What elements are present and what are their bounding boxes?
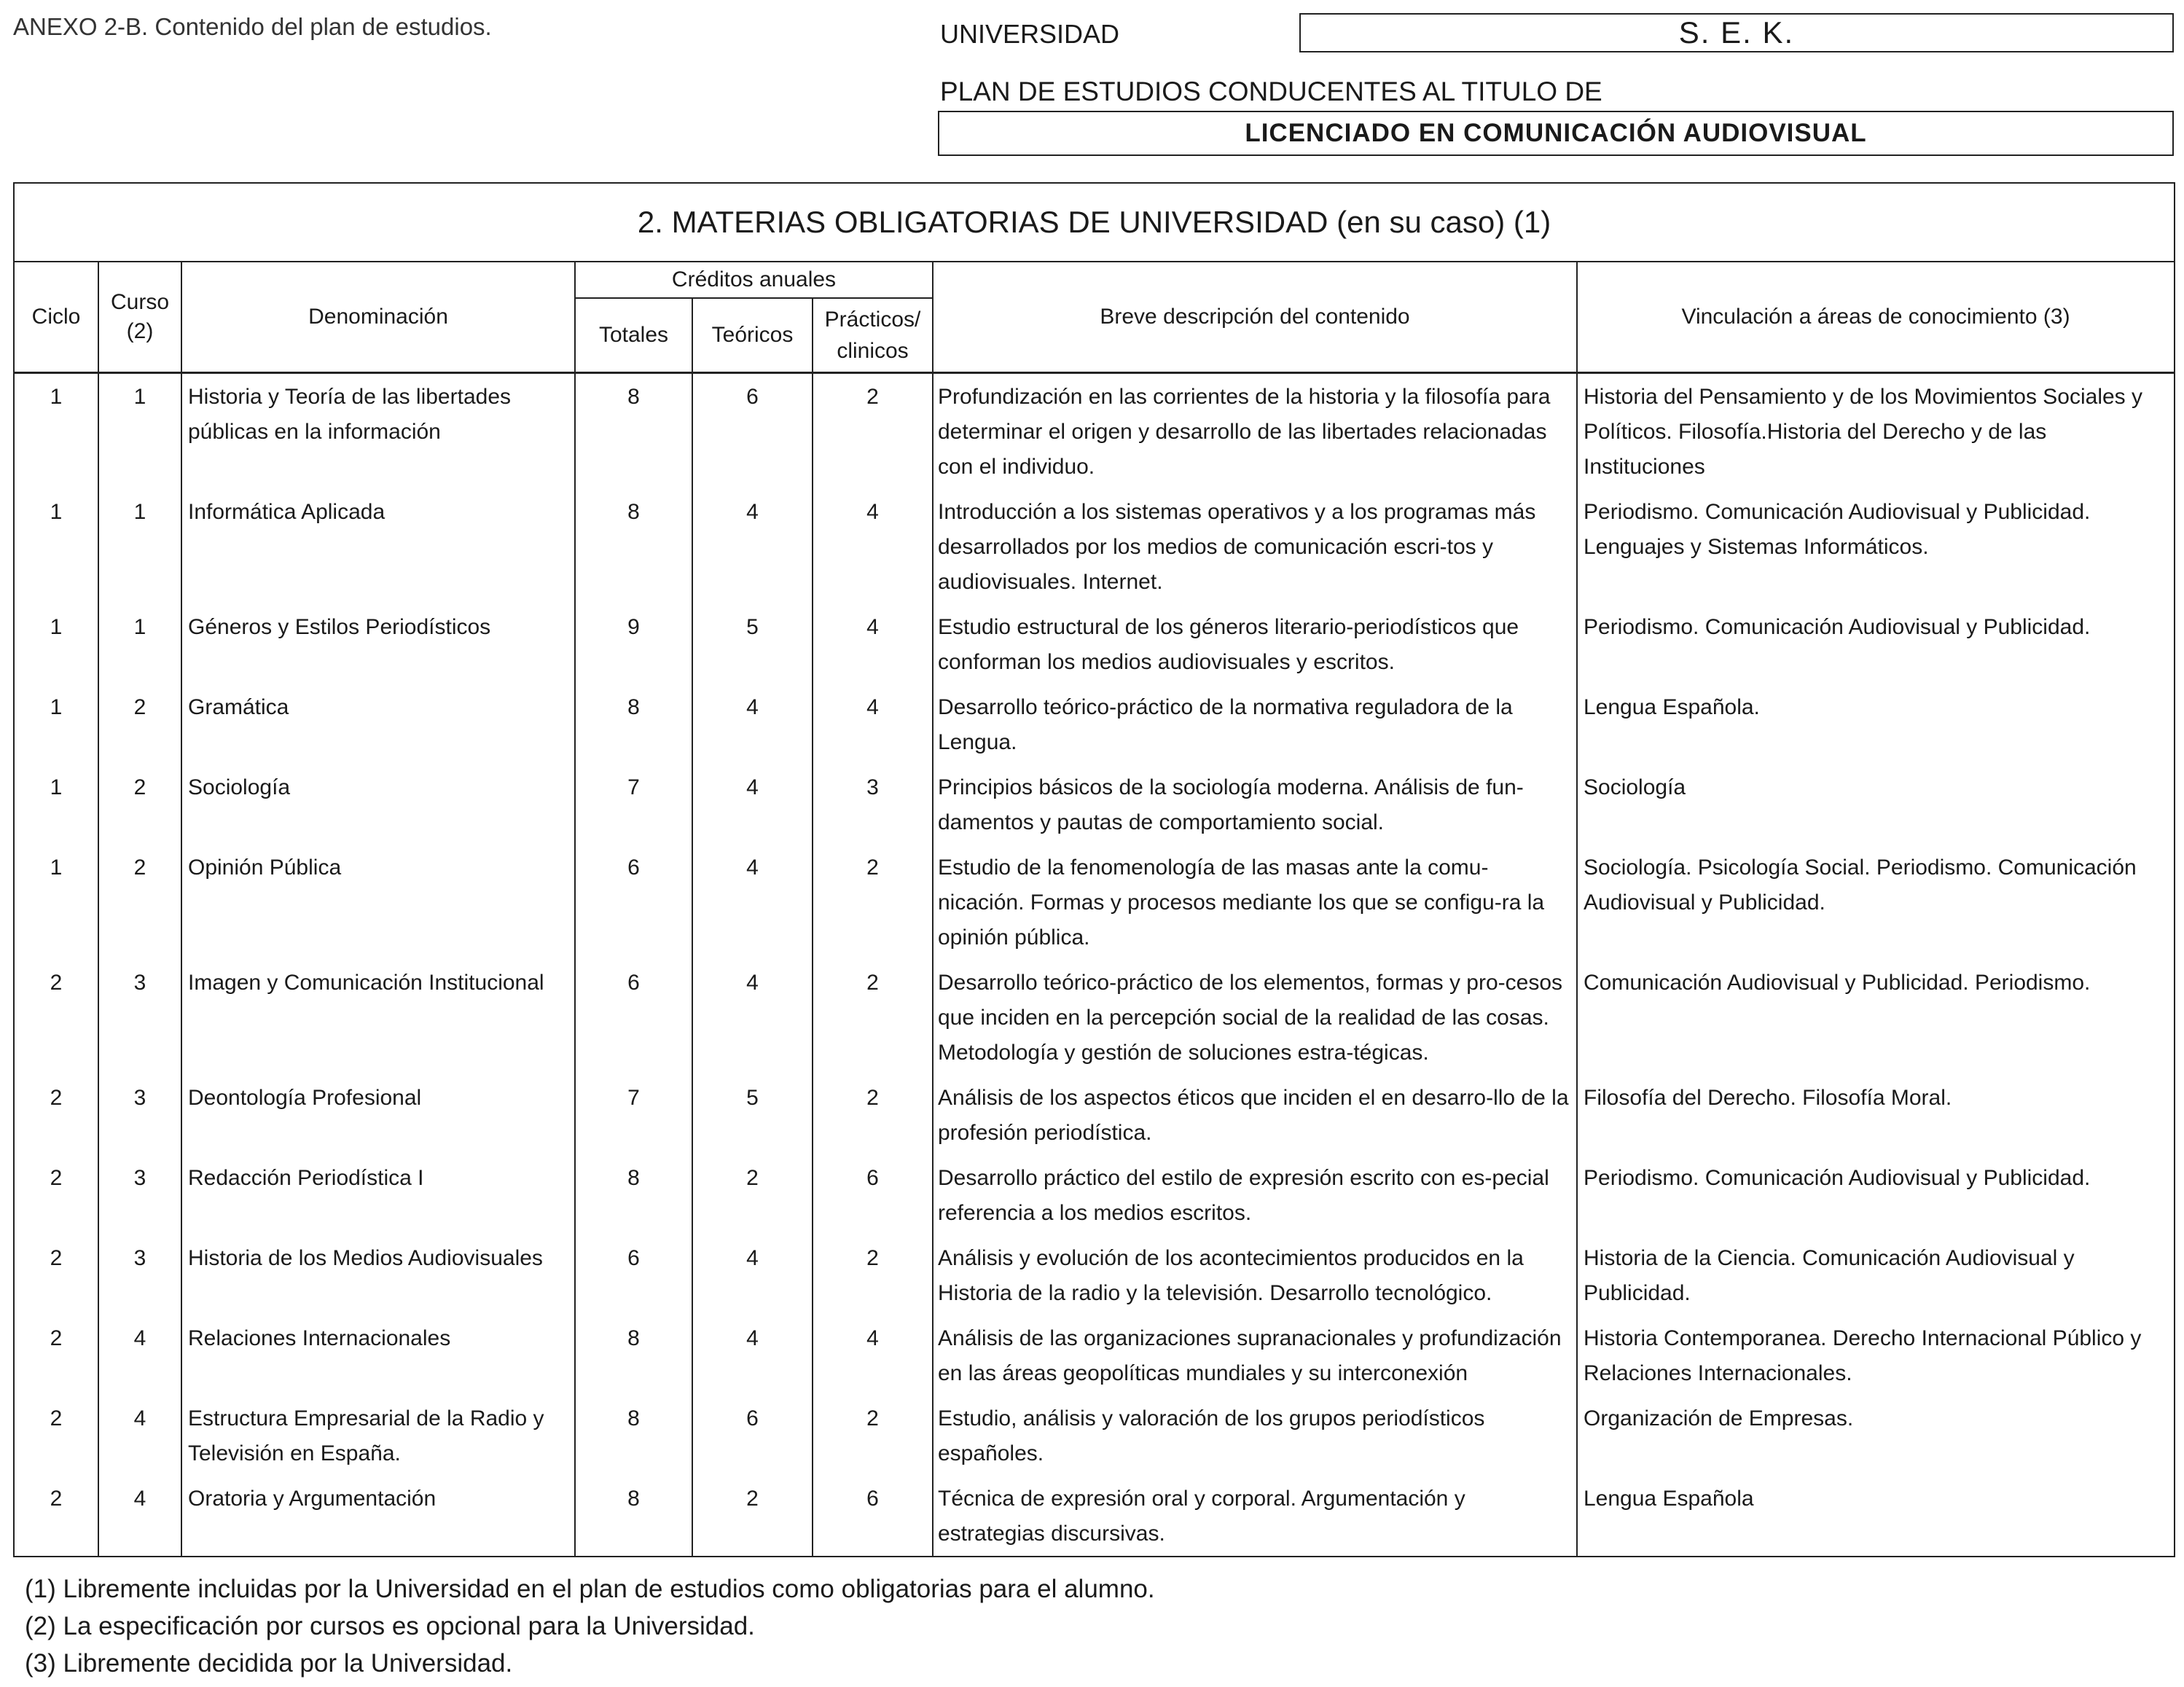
cell-denominacion: Historia de los Medios Audiovisuales <box>181 1235 575 1315</box>
cell-teoricos: 6 <box>692 373 813 490</box>
table-title: 2. MATERIAS OBLIGATORIAS DE UNIVERSIDAD (en su caso) (1) <box>14 183 2175 262</box>
col-header-creditos: Créditos anuales <box>575 262 933 298</box>
cell-practicos: 4 <box>813 1315 933 1396</box>
cell-denominacion: Deontología Profesional <box>181 1075 575 1155</box>
cell-practicos: 2 <box>813 845 933 960</box>
plan-label: PLAN DE ESTUDIOS CONDUCENTES AL TITULO DE <box>940 77 1602 106</box>
cell-ciclo: 1 <box>14 684 98 764</box>
degree-title-box <box>938 111 2174 156</box>
cell-ciclo: 2 <box>14 960 98 1075</box>
cell-denominacion: Oratoria y Argumentación <box>181 1476 575 1557</box>
cell-descripcion: Desarrollo teórico-práctico de la normativa reguladora de la Lengua. <box>933 684 1577 764</box>
table-row <box>14 489 2175 604</box>
cell-curso: 4 <box>98 1396 181 1476</box>
cell-curso: 2 <box>98 845 181 960</box>
cell-ciclo: 2 <box>14 1155 98 1235</box>
col-header-curso <box>98 262 181 373</box>
cell-curso: 3 <box>98 1235 181 1315</box>
cell-denominacion: Gramática <box>181 684 575 764</box>
cell-totales: 8 <box>575 373 692 490</box>
cell-teoricos: 4 <box>692 684 813 764</box>
cell-denominacion: Informática Aplicada <box>181 489 575 604</box>
cell-descripcion: Análisis de los aspectos éticos que inciden el en desarro-llo de la profesión periodística. <box>933 1075 1577 1155</box>
cell-teoricos: 4 <box>692 764 813 845</box>
col-header-descripcion: Breve descripción del contenido <box>933 262 1577 373</box>
cell-ciclo: 2 <box>14 1396 98 1476</box>
cell-denominacion: Sociología <box>181 764 575 845</box>
cell-descripcion: Desarrollo práctico del estilo de expresión escrito con es-pecial referencia a los medios escritos. <box>933 1155 1577 1235</box>
cell-teoricos: 4 <box>692 845 813 960</box>
cell-curso: 3 <box>98 1075 181 1155</box>
footnote-3: (3) Libremente decidida por la Universidad. <box>25 1649 513 1678</box>
cell-practicos: 6 <box>813 1155 933 1235</box>
cell-vinculacion: Periodismo. Comunicación Audiovisual y Publicidad. <box>1577 604 2175 684</box>
table-body <box>14 373 2175 1557</box>
annex-label: ANEXO 2-B. Contenido del plan de estudios. <box>13 13 492 40</box>
cell-ciclo: 1 <box>14 845 98 960</box>
cell-teoricos: 5 <box>692 604 813 684</box>
footnote-2: (2) La especificación por cursos es opcional para la Universidad. <box>25 1612 755 1640</box>
cell-totales: 8 <box>575 1476 692 1557</box>
col-header-curso-label: Curso <box>110 289 170 314</box>
university-name-box <box>1299 13 2174 52</box>
col-header-totales: Totales <box>575 298 692 373</box>
cell-curso: 2 <box>98 684 181 764</box>
cell-vinculacion: Periodismo. Comunicación Audiovisual y Publicidad. <box>1577 1155 2175 1235</box>
cell-practicos: 4 <box>813 604 933 684</box>
cell-practicos: 4 <box>813 684 933 764</box>
cell-teoricos: 4 <box>692 960 813 1075</box>
cell-vinculacion: Filosofía del Derecho. Filosofía Moral. <box>1577 1075 2175 1155</box>
table-row <box>14 1315 2175 1396</box>
cell-teoricos: 4 <box>692 489 813 604</box>
cell-ciclo: 2 <box>14 1476 98 1557</box>
cell-curso: 1 <box>98 373 181 490</box>
cell-practicos: 2 <box>813 1396 933 1476</box>
cell-vinculacion: Historia de la Ciencia. Comunicación Audiovisual y Publicidad. <box>1577 1235 2175 1315</box>
cell-descripcion: Estudio, análisis y valoración de los grupos periodísticos españoles. <box>933 1396 1577 1476</box>
cell-ciclo: 1 <box>14 373 98 490</box>
col-header-vinculacion: Vinculación a áreas de conocimiento (3) <box>1577 262 2175 373</box>
table-row <box>14 684 2175 764</box>
cell-teoricos: 5 <box>692 1075 813 1155</box>
university-label: UNIVERSIDAD <box>940 19 1120 49</box>
cell-teoricos: 2 <box>692 1155 813 1235</box>
col-header-denominacion: Denominación <box>181 262 575 373</box>
cell-practicos: 2 <box>813 1235 933 1315</box>
cell-curso: 3 <box>98 1155 181 1235</box>
table-row <box>14 1075 2175 1155</box>
cell-totales: 8 <box>575 1155 692 1235</box>
table-row <box>14 764 2175 845</box>
cell-vinculacion: Sociología. Psicología Social. Periodismo. Comunicación Audiovisual y Publicidad. <box>1577 845 2175 960</box>
cell-teoricos: 4 <box>692 1235 813 1315</box>
table-row <box>14 1396 2175 1476</box>
table-row <box>14 1155 2175 1235</box>
cell-ciclo: 1 <box>14 489 98 604</box>
cell-totales: 6 <box>575 1235 692 1315</box>
table-row <box>14 845 2175 960</box>
cell-teoricos: 4 <box>692 1315 813 1396</box>
cell-ciclo: 2 <box>14 1075 98 1155</box>
footnotes <box>25 1570 1155 1682</box>
cell-practicos: 6 <box>813 1476 933 1557</box>
cell-curso: 4 <box>98 1315 181 1396</box>
col-header-clinicos-label: clinicos <box>837 339 909 363</box>
cell-ciclo: 1 <box>14 764 98 845</box>
cell-totales: 7 <box>575 764 692 845</box>
cell-ciclo: 2 <box>14 1315 98 1396</box>
col-header-teoricos: Teóricos <box>692 298 813 373</box>
cell-descripcion: Profundización en las corrientes de la historia y la filosofía para determinar el origen y desarrollo de las libertades relacionadas con el individuo. <box>933 373 1577 490</box>
cell-vinculacion: Periodismo. Comunicación Audiovisual y Publicidad. Lenguajes y Sistemas Informáticos. <box>1577 489 2175 604</box>
cell-denominacion: Redacción Periodística I <box>181 1155 575 1235</box>
cell-totales: 8 <box>575 489 692 604</box>
cell-practicos: 2 <box>813 960 933 1075</box>
cell-curso: 1 <box>98 604 181 684</box>
col-header-practicos <box>813 298 933 373</box>
cell-vinculacion: Comunicación Audiovisual y Publicidad. Periodismo. <box>1577 960 2175 1075</box>
cell-descripcion: Principios básicos de la sociología moderna. Análisis de fun-damentos y pautas de comportamiento social. <box>933 764 1577 845</box>
cell-totales: 8 <box>575 1315 692 1396</box>
cell-totales: 9 <box>575 604 692 684</box>
cell-practicos: 2 <box>813 373 933 490</box>
cell-curso: 2 <box>98 764 181 845</box>
col-header-ciclo: Ciclo <box>14 262 98 373</box>
cell-denominacion: Géneros y Estilos Periodísticos <box>181 604 575 684</box>
cell-curso: 4 <box>98 1476 181 1557</box>
cell-totales: 8 <box>575 1396 692 1476</box>
cell-totales: 8 <box>575 684 692 764</box>
cell-descripcion: Técnica de expresión oral y corporal. Argumentación y estrategias discursivas. <box>933 1476 1577 1557</box>
cell-descripcion: Estudio de la fenomenología de las masas ante la comu-nicación. Formas y procesos mediante los que se configu-ra la opinión pública. <box>933 845 1577 960</box>
cell-descripcion: Desarrollo teórico-práctico de los elementos, formas y pro-cesos que inciden en la percepción social de la realidad de las cosas. Metodología y gestión de soluciones estra-tégicas. <box>933 960 1577 1075</box>
cell-practicos: 2 <box>813 1075 933 1155</box>
cell-denominacion: Opinión Pública <box>181 845 575 960</box>
cell-ciclo: 2 <box>14 1235 98 1315</box>
table-row <box>14 373 2175 490</box>
cell-descripcion: Estudio estructural de los géneros literario-periodísticos que conforman los medios audiovisuales y escritos. <box>933 604 1577 684</box>
col-header-curso-note: (2) <box>126 319 154 343</box>
cell-practicos: 4 <box>813 489 933 604</box>
cell-totales: 7 <box>575 1075 692 1155</box>
cell-vinculacion: Lengua Española <box>1577 1476 2175 1557</box>
cell-practicos: 3 <box>813 764 933 845</box>
cell-denominacion: Estructura Empresarial de la Radio y Televisión en España. <box>181 1396 575 1476</box>
table-row <box>14 1235 2175 1315</box>
cell-vinculacion: Sociología <box>1577 764 2175 845</box>
subjects-table <box>13 182 2175 1557</box>
cell-descripcion: Análisis de las organizaciones supranacionales y profundización en las áreas geopolíticas mundiales y su interconexión <box>933 1315 1577 1396</box>
cell-denominacion: Relaciones Internacionales <box>181 1315 575 1396</box>
cell-totales: 6 <box>575 960 692 1075</box>
cell-totales: 6 <box>575 845 692 960</box>
table-row <box>14 1476 2175 1557</box>
cell-descripcion: Análisis y evolución de los acontecimientos producidos en la Historia de la radio y la televisión. Desarrollo tecnológico. <box>933 1235 1577 1315</box>
cell-curso: 1 <box>98 489 181 604</box>
cell-curso: 3 <box>98 960 181 1075</box>
cell-vinculacion: Historia Contemporanea. Derecho Internacional Público y Relaciones Internacionales. <box>1577 1315 2175 1396</box>
cell-teoricos: 2 <box>692 1476 813 1557</box>
cell-vinculacion: Lengua Española. <box>1577 684 2175 764</box>
cell-descripcion: Introducción a los sistemas operativos y a los programas más desarrollados por los medios de comunicación escri-tos y audiovisuales. Internet. <box>933 489 1577 604</box>
table-row <box>14 604 2175 684</box>
cell-denominacion: Imagen y Comunicación Institucional <box>181 960 575 1075</box>
university-name: S. E. K. <box>1678 15 1795 50</box>
cell-vinculacion: Organización de Empresas. <box>1577 1396 2175 1476</box>
cell-vinculacion: Historia del Pensamiento y de los Movimientos Sociales y Políticos. Filosofía.Historia del Derecho y de las Instituciones <box>1577 373 2175 490</box>
cell-denominacion: Historia y Teoría de las libertades públicas en la información <box>181 373 575 490</box>
col-header-practicos-label: Prácticos/ <box>824 307 921 332</box>
cell-teoricos: 6 <box>692 1396 813 1476</box>
footnote-1: (1) Libremente incluidas por la Universidad en el plan de estudios como obligatorias para el alumno. <box>25 1575 1155 1603</box>
table-row <box>14 960 2175 1075</box>
cell-ciclo: 1 <box>14 604 98 684</box>
degree-title: LICENCIADO EN COMUNICACIÓN AUDIOVISUAL <box>1245 119 1867 147</box>
